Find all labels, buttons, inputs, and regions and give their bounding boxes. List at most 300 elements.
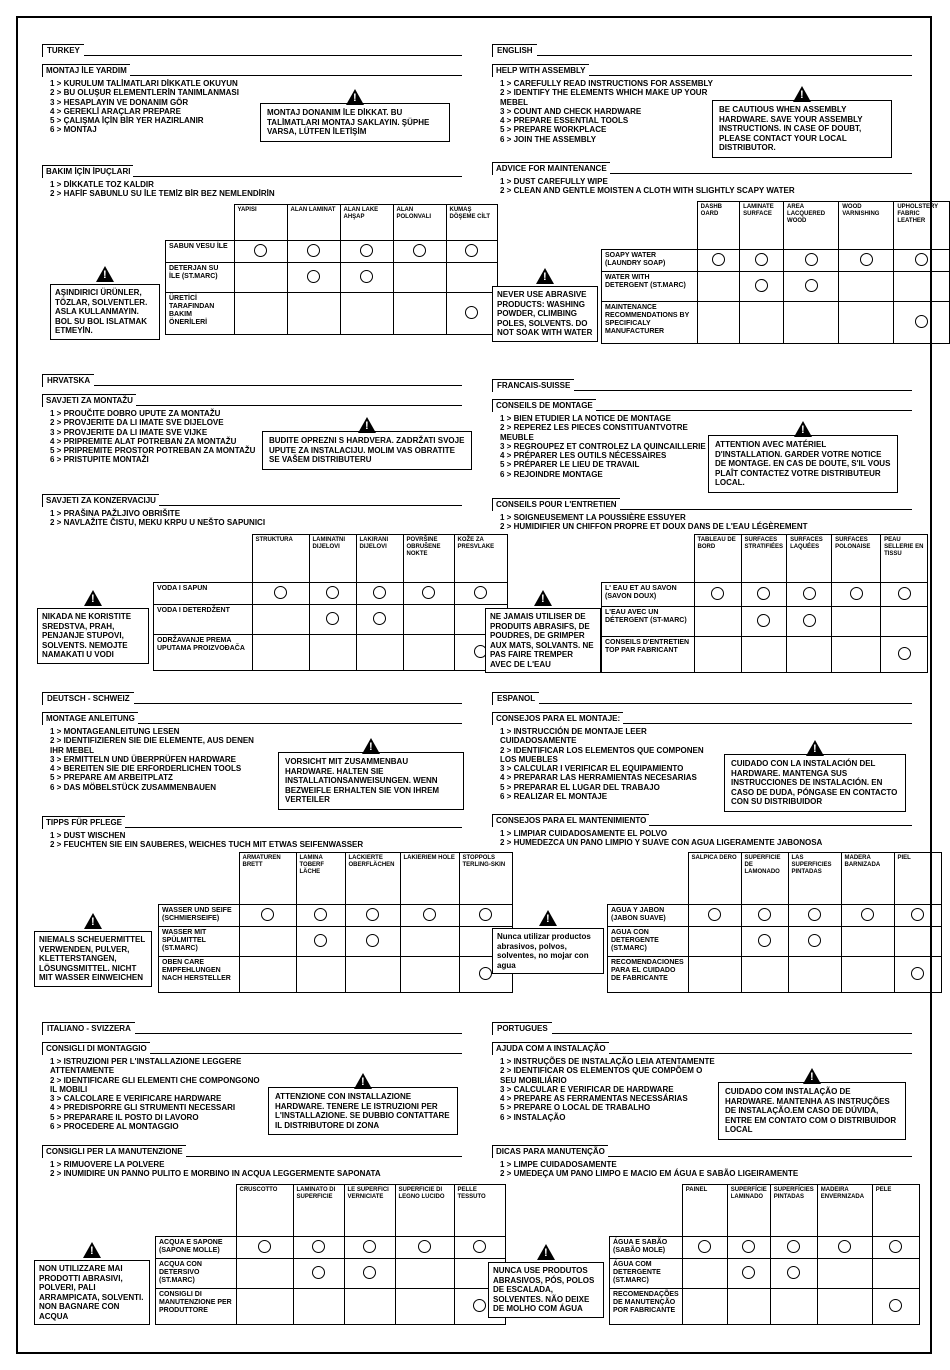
maintenance-section — [42, 1143, 462, 1179]
table-header-row — [610, 1185, 920, 1237]
table-cell — [287, 263, 340, 293]
table-cell — [236, 1237, 293, 1259]
assembly-step: 2 > PROVJERITE DA LI IMATE SVE DIJELOVE — [50, 418, 224, 428]
assembly-caution-box: ATTENTION AVEC MATÉRIEL D'INSTALLATION. GARDER VOTRE NOTICE DE MONTAGE. EN CAS DE DOUTE, S'IL VOUS PLAÎT CONTACTEZ VOTRE DISTRIBUTEUR LOCAL. — [708, 435, 898, 493]
table-column-header: PAINEL — [682, 1185, 727, 1237]
table-row — [602, 250, 950, 272]
table-cell — [881, 607, 928, 637]
language-tab — [492, 1022, 912, 1034]
table-row-label: CONSIGLI DI MANUTENZIONE PER PRODUTTORE — [156, 1289, 237, 1325]
table-cell — [839, 302, 894, 344]
abrasive-warning-box: NON UTILIZZARE MAI PRODOTTI ABRASIVI, POLVERI, PALI ARRAMPICATA, SOLVENTI. NON BAGNARE CON ACQUA — [34, 1260, 150, 1325]
abrasive-warning-box: Nunca utilizar productos abrasivos, polvos, solventes, no mojar con agua — [492, 928, 604, 974]
assembly-steps — [500, 79, 715, 144]
assembly-title: CONSIGLI DI MONTAGGIO — [42, 1042, 150, 1055]
table-cell — [454, 583, 507, 605]
suitable-circle-icon — [312, 1266, 325, 1279]
assembly-step: 4 > GEREKLİ ARAÇLAR PREPARE — [50, 106, 181, 116]
assembly-step: 6 > JOIN THE ASSEMBLY — [500, 134, 597, 144]
assembly-step: 2 > IDENTIFICAR LOS ELEMENTOS QUE COMPONEN LOS MUEBLES — [500, 745, 704, 764]
warning-triangle-icon — [803, 1068, 821, 1084]
table-row-label: CONSEILS D'ENTRETIEN TOP PAR FABRICANT — [602, 637, 695, 673]
table-cell — [234, 293, 287, 335]
table-row-label: AGUA CON DETERGENTE (ST.MARC) — [608, 927, 689, 957]
table-column-header: CRUSCOTTO — [236, 1185, 293, 1237]
table-row — [156, 1259, 506, 1289]
maintenance-header — [492, 162, 912, 174]
table-cell — [881, 583, 928, 607]
suitable-circle-icon — [698, 1240, 711, 1253]
table-column-header: SUPERFÍCIE LAMINADO — [727, 1185, 770, 1237]
suitable-circle-icon — [787, 1240, 800, 1253]
table-row-label: VODA I SAPUN — [154, 583, 253, 605]
assembly-step: 2 > BU OLUŞUR ELEMENTLERİN TANIMLANMASI — [50, 88, 239, 98]
table-column-header: LAKIERIEM HOLE — [400, 853, 459, 905]
maintenance-header — [42, 1145, 462, 1157]
table-corner — [608, 853, 689, 905]
suitable-circle-icon — [787, 1266, 800, 1279]
table-cell — [252, 635, 309, 671]
table-cell — [770, 1237, 817, 1259]
table-cell — [740, 302, 784, 344]
language-name: DEUTSCH - SCHWEIZ — [42, 692, 134, 705]
table-column-header: LE SUPERFICI VERNICIATE — [344, 1185, 395, 1237]
table-column-header: UPHOLSTERY FABRIC LEATHER — [894, 202, 950, 250]
suitable-circle-icon — [708, 908, 721, 921]
maintenance-steps — [50, 1160, 450, 1179]
table-cell — [694, 607, 741, 637]
table-cell — [894, 302, 950, 344]
assembly-steps — [50, 79, 265, 135]
maintenance-header — [42, 494, 462, 506]
table-row — [602, 302, 950, 344]
assembly-title: HELP WITH ASSEMBLY — [492, 64, 589, 77]
suitable-circle-icon — [307, 244, 320, 257]
table-row-label: OBEN CARE EMPFEHLUNGEN NACH HERSTELLER — [159, 957, 240, 993]
suitable-circle-icon — [915, 253, 928, 266]
suitable-circle-icon — [479, 967, 492, 980]
assembly-steps — [500, 414, 715, 479]
language-name: PORTUGUES — [492, 1022, 552, 1035]
table-cell — [293, 1237, 344, 1259]
table-row — [602, 583, 928, 607]
suitable-circle-icon — [757, 614, 770, 627]
language-tab — [42, 374, 462, 386]
table-row — [610, 1259, 920, 1289]
table-cell — [400, 927, 459, 957]
table-row-label: L' EAU ET AU SAVON (SAVON DOUX) — [602, 583, 695, 607]
assembly-step: 2 > IDENTIFIZIEREN SIE DIE ELEMENTE, AUS DENEN IHR MEBEL — [50, 736, 254, 755]
assembly-step: 6 > PROCEDERE AL MONTAGGIO — [50, 1122, 179, 1132]
assembly-step: 3 > ERMITTELN UND ÜBERPRÜFEN HARDWARE — [50, 754, 237, 764]
table-cell — [741, 927, 788, 957]
assembly-steps — [500, 1057, 715, 1122]
maintenance-steps — [50, 509, 450, 528]
maintenance-step: 1 > LIMPIAR CUIDADOSAMENTE EL POLVO — [500, 829, 668, 838]
warning-triangle-icon — [84, 590, 102, 606]
assembly-step: 5 > ÇALIŞMA İÇİN BİR YER HAZIRLANIR — [50, 116, 204, 126]
warning-triangle-icon — [793, 86, 811, 102]
suitable-circle-icon — [889, 1299, 902, 1312]
maintenance-steps — [500, 829, 900, 848]
assembly-step: 5 > PRÉPARER LE LIEU DE TRAVAIL — [500, 460, 640, 470]
table-cell — [340, 263, 393, 293]
maintenance-section — [42, 492, 462, 528]
assembly-step: 6 > DAS MÖBELSTÜCK ZUSAMMENBAUEN — [50, 782, 217, 792]
suitable-circle-icon — [413, 244, 426, 257]
assembly-header — [492, 1042, 912, 1054]
language-name: ENGLISH — [492, 44, 537, 57]
assembly-header — [492, 399, 912, 411]
suitable-circle-icon — [360, 244, 373, 257]
assembly-step: 5 > PREPARE WORKPLACE — [500, 125, 607, 135]
table-column-header: MADEIRA ENVERNIZADA — [817, 1185, 872, 1237]
suitable-circle-icon — [742, 1266, 755, 1279]
suitable-circle-icon — [915, 315, 928, 328]
table-cell — [309, 583, 356, 605]
maintenance-steps — [50, 831, 450, 850]
assembly-steps — [50, 1057, 265, 1131]
assembly-steps — [500, 727, 715, 801]
table-row-label: ÜRETİCİ TARAFINDAN BAKIM ÖNERİLERİ — [166, 293, 235, 335]
warning-triangle-icon — [84, 913, 102, 929]
maintenance-steps — [500, 177, 900, 196]
maintenance-steps — [500, 1160, 900, 1179]
table-row-label: ODRŽAVANJE PREMA UPUTAMA PROIZVOĐAČA — [154, 635, 253, 671]
table-cell — [741, 957, 788, 993]
table-cell — [787, 607, 832, 637]
table-cell — [345, 905, 400, 927]
abrasive-warning-box: NUNCA USE PRODUTOS ABRASIVOS, PÓS, POLOS DE ESCALADA, SOLVENTES. NÃO DEIXE DE MOLHO COM ÁGUA — [488, 1262, 604, 1318]
table-column-header: AREA LACQUERED WOOD — [784, 202, 839, 250]
assembly-step: 5 > PREPARE AM ARBEITPLATZ — [50, 773, 173, 783]
assembly-header — [42, 64, 462, 76]
assembly-caution-box: CUIDADO CON LA INSTALACIÓN DEL HARDWARE. MANTENGA SUS INSTRUCCIONES DE INSTALACIÓN. EN CASO DE DUDA, PÓNGASE EN CONTACTO CON SU DISTRIBUIDOR — [724, 754, 906, 812]
suitable-circle-icon — [911, 967, 924, 980]
table-cell — [694, 637, 741, 673]
language-tab — [492, 692, 912, 704]
table-cell — [741, 905, 788, 927]
table-cell — [446, 293, 497, 335]
divider — [492, 1033, 912, 1034]
assembly-step: 6 > INSTALAÇÃO — [500, 1112, 566, 1122]
table-row — [610, 1289, 920, 1325]
assembly-step: 6 > REJOINDRE MONTAGE — [500, 469, 603, 479]
table-cell — [817, 1237, 872, 1259]
table-cell — [697, 272, 740, 302]
maintenance-title: CONSEILS POUR L'ENTRETIEN — [492, 498, 620, 511]
maintenance-header — [42, 816, 462, 828]
table-column-header: LAMINATNI DIJELOVI — [309, 535, 356, 583]
suitable-circle-icon — [373, 586, 386, 599]
suitable-circle-icon — [838, 1240, 851, 1253]
suitable-circle-icon — [307, 270, 320, 283]
table-cell — [784, 302, 839, 344]
warning-triangle-icon — [354, 1073, 372, 1089]
maintenance-title: SAVJETI ZA KONZERVACIJU — [42, 494, 159, 507]
suitable-circle-icon — [758, 934, 771, 947]
suitable-circle-icon — [465, 244, 478, 257]
warning-triangle-icon — [96, 266, 114, 282]
table-cell — [293, 1289, 344, 1325]
cleaning-method-table — [607, 852, 942, 993]
table-column-header: SURFACES STRATIFIÉES — [741, 535, 787, 583]
table-cell — [344, 1237, 395, 1259]
language-name: ITALIANO - SVIZZERA — [42, 1022, 135, 1035]
table-column-header: PELLE TESSUTO — [454, 1185, 505, 1237]
assembly-step: 4 > PREPARAR LAS HERRAMIENTAS NECESARIAS — [500, 773, 697, 783]
warning-triangle-icon — [83, 1242, 101, 1258]
assembly-step: 1 > PROUČITE DOBRO UPUTE ZA MONTAŽU — [50, 409, 221, 418]
maintenance-step: 1 > LIMPE CUIDADOSAMENTE — [500, 1160, 617, 1169]
divider — [42, 55, 462, 56]
table-row — [602, 272, 950, 302]
assembly-step: 4 > PRIPREMITE ALAT POTREBAN ZA MONTAŽU — [50, 436, 237, 446]
table-row-label: ACQUA E SAPONE (SAPONE MOLLE) — [156, 1237, 237, 1259]
maintenance-section — [492, 496, 912, 532]
maintenance-step: 2 > HUMIDIFIER UN CHIFFON PROPRE ET DOUX DANS DE L'EAU LÉGÈREMENT — [500, 522, 808, 532]
table-row-label: SABUN VESU İLE — [166, 241, 235, 263]
table-cell — [788, 957, 841, 993]
assembly-step: 1 > INSTRUÇÕES DE INSTALAÇÃO LEIA ATENTAMENTE — [500, 1057, 715, 1066]
table-cell — [784, 250, 839, 272]
suitable-circle-icon — [803, 587, 816, 600]
maintenance-header — [42, 165, 462, 177]
table-row-label: MAINTENANCE RECOMMENDATIONS BY SPECIFICALY MANUFACTURER — [602, 302, 698, 344]
assembly-title: CONSEJOS PARA EL MONTAJE: — [492, 712, 623, 725]
table-cell — [309, 605, 356, 635]
table-cell — [239, 905, 296, 927]
suitable-circle-icon — [254, 244, 267, 257]
maintenance-title: DICAS PARA MANUTENÇÃO — [492, 1145, 608, 1158]
language-tab — [42, 692, 462, 704]
table-cell — [296, 957, 345, 993]
assembly-step: 3 > COUNT AND CHECK HARDWARE — [500, 106, 642, 116]
language-tab — [492, 379, 912, 391]
maintenance-steps — [500, 513, 900, 532]
maintenance-step: 1 > PRAŠINA PAŽLJIVO OBRIŠITE — [50, 509, 181, 518]
table-cell — [694, 583, 741, 607]
warning-triangle-icon — [794, 421, 812, 437]
table-cell — [832, 607, 881, 637]
assembly-caution-box: ATTENZIONE CON INSTALLAZIONE HARDWARE. TENERE LE ISTRUZIONI PER L'INSTALLAZIONE. SE DUBBIO CONTATTARE IL DISTRIBUTORE DI ZONA — [268, 1087, 458, 1135]
abrasive-warning-box: NE JAMAIS UTILISER DE PRODUITS ABRASIFS, DE POUDRES, DE GRIMPER AUX MATS, SOLVANTS. NE PAS FAIRE TREMPER AVEC DE L'EAU — [485, 608, 601, 673]
suitable-circle-icon — [808, 908, 821, 921]
table-cell — [340, 293, 393, 335]
table-cell — [446, 263, 497, 293]
assembly-step: 3 > CALCULAR I VERIFICAR EL EQUIPAMIENTO — [500, 764, 684, 774]
table-cell — [403, 605, 454, 635]
table-column-header: POVRŠINE OBRUŠENE NOKTE — [403, 535, 454, 583]
assembly-step: 3 > CALCULAR E VERIFICAR DE HARDWARE — [500, 1084, 674, 1094]
table-column-header: LAKIRANI DIJELOVI — [356, 535, 403, 583]
assembly-step: 1 > KURULUM TALİMATLARI DİKKATLE OKUYUN — [50, 79, 238, 88]
suitable-circle-icon — [473, 1240, 486, 1253]
table-cell — [345, 957, 400, 993]
table-column-header: SUPERFÍCIES PINTADAS — [770, 1185, 817, 1237]
suitable-circle-icon — [418, 1240, 431, 1253]
table-cell — [252, 583, 309, 605]
table-cell — [697, 302, 740, 344]
maintenance-step: 2 > UMEDEÇA UM PANO LIMPO E MACIO EM ÁGUA E SABÃO LIGEIRAMENTE — [500, 1169, 799, 1179]
table-cell — [296, 927, 345, 957]
table-cell — [688, 905, 741, 927]
table-cell — [740, 250, 784, 272]
suitable-circle-icon — [755, 279, 768, 292]
maintenance-step: 1 > RIMUOVERE LA POLVERE — [50, 1160, 165, 1169]
table-cell — [393, 293, 446, 335]
table-column-header: PIEL — [894, 853, 941, 905]
table-column-header: MADERA BARNIZADA — [841, 853, 894, 905]
warning-triangle-icon — [362, 738, 380, 754]
assembly-title: MONTAJ İLE YARDIM — [42, 64, 130, 77]
assembly-caution-box: VORSICHT MIT ZUSAMMENBAU HARDWARE. HALTEN SIE INSTALLATIONSANWEISUNGEN. WENN BEZWEIFLE ERHALTEN SIE VON IHREM VERTEILER — [278, 752, 464, 810]
table-cell — [356, 583, 403, 605]
table-column-header: ALAN LAKE AHŞAP — [340, 205, 393, 241]
maintenance-step: 2 > FEUCHTEN SIE EIN SAUBERES, WEICHES TUCH MIT ETWAS SEIFENWASSER — [50, 840, 364, 850]
table-cell — [345, 927, 400, 957]
suitable-circle-icon — [326, 586, 339, 599]
suitable-circle-icon — [757, 587, 770, 600]
assembly-step: 6 > MONTAJ — [50, 125, 97, 135]
table-column-header: SUPERFICIE DI LEGNO LUCIDO — [395, 1185, 454, 1237]
table-row — [602, 637, 928, 673]
suitable-circle-icon — [363, 1266, 376, 1279]
assembly-step: 6 > REALIZAR EL MONTAJE — [500, 792, 608, 802]
table-row — [154, 635, 508, 671]
maintenance-title: ADVICE FOR MAINTENANCE — [492, 162, 610, 175]
table-cell — [832, 583, 881, 607]
suitable-circle-icon — [366, 908, 379, 921]
cleaning-method-table — [153, 534, 508, 671]
table-corner — [156, 1185, 237, 1237]
table-row — [159, 927, 513, 957]
table-header-row — [602, 202, 950, 250]
table-corner — [610, 1185, 683, 1237]
table-cell — [741, 637, 787, 673]
warning-triangle-icon — [534, 590, 552, 606]
table-row-label: DETERJAN SU İLE (ST.MARC) — [166, 263, 235, 293]
suitable-circle-icon — [360, 270, 373, 283]
table-header-row — [602, 535, 928, 583]
suitable-circle-icon — [465, 306, 478, 319]
cleaning-method-table — [601, 534, 928, 673]
suitable-circle-icon — [898, 647, 911, 660]
table-cell — [309, 635, 356, 671]
language-name: FRANCAIS-SUISSE — [492, 379, 574, 392]
table-cell — [841, 905, 894, 927]
maintenance-step: 1 > DİKKATLE TOZ KALDIR — [50, 180, 154, 189]
maintenance-section — [492, 160, 912, 196]
table-column-header: ARMATUREN BRETT — [239, 853, 296, 905]
table-column-header: LAS SUPERFICIES PINTADAS — [788, 853, 841, 905]
suitable-circle-icon — [314, 934, 327, 947]
table-cell — [787, 637, 832, 673]
warning-triangle-icon — [536, 268, 554, 284]
maintenance-section — [42, 163, 462, 199]
assembly-step: 2 > IDENTIFY THE ELEMENTS WHICH MAKE UP YOUR MEBEL — [500, 88, 708, 107]
table-cell — [400, 957, 459, 993]
table-cell — [817, 1259, 872, 1289]
assembly-steps — [50, 727, 265, 792]
table-row — [159, 957, 513, 993]
suitable-circle-icon — [479, 908, 492, 921]
maintenance-title: TIPPS FÜR PFLEGE — [42, 816, 125, 829]
table-column-header: YAPISI — [234, 205, 287, 241]
warning-triangle-icon — [539, 910, 557, 926]
table-cell — [697, 250, 740, 272]
suitable-circle-icon — [803, 614, 816, 627]
table-row — [166, 263, 498, 293]
assembly-step: 5 > PRIPREMITE PROSTOR POTREBAN ZA MONTAŽU — [50, 446, 256, 456]
table-column-header: PELE — [872, 1185, 919, 1237]
assembly-step: 4 > PRÉPARER LES OUTILS NÉCESSAIRES — [500, 451, 667, 461]
table-corner — [154, 535, 253, 583]
assembly-step: 4 > PREPARE ESSENTIAL TOOLS — [500, 116, 629, 126]
suitable-circle-icon — [326, 612, 339, 625]
table-cell — [356, 605, 403, 635]
table-cell — [403, 583, 454, 605]
suitable-circle-icon — [261, 908, 274, 921]
warning-triangle-icon — [346, 89, 364, 105]
table-cell — [236, 1289, 293, 1325]
table-column-header: LAMINATE SURFACE — [740, 202, 784, 250]
table-cell — [459, 905, 512, 927]
table-cell — [817, 1289, 872, 1325]
table-column-header: LACKIERTE OBERFLÄCHEN — [345, 853, 400, 905]
table-cell — [252, 605, 309, 635]
language-tab — [42, 1022, 462, 1034]
suitable-circle-icon — [314, 908, 327, 921]
table-row-label: WATER WITH DETERGENT (ST.MARC) — [602, 272, 698, 302]
table-header-row — [159, 853, 513, 905]
table-cell — [393, 241, 446, 263]
table-row — [159, 905, 513, 927]
assembly-title: SAVJETI ZA MONTAŽU — [42, 394, 136, 407]
suitable-circle-icon — [758, 908, 771, 921]
table-cell — [400, 905, 459, 927]
maintenance-step: 1 > DUST WISCHEN — [50, 831, 126, 840]
table-row-label: ÁGUA E SABÃO (SABÃO MOLE) — [610, 1237, 683, 1259]
language-name: TURKEY — [42, 44, 84, 57]
table-row — [166, 241, 498, 263]
divider — [42, 385, 462, 386]
assembly-steps — [50, 409, 265, 465]
cleaning-method-table — [165, 204, 498, 335]
table-header-row — [156, 1185, 506, 1237]
table-cell — [787, 583, 832, 607]
table-cell — [839, 250, 894, 272]
language-tab — [42, 44, 462, 56]
suitable-circle-icon — [860, 253, 873, 266]
table-cell — [293, 1259, 344, 1289]
table-row-label: ÁGUA COM DETERGENTE (ST.MARC) — [610, 1259, 683, 1289]
table-cell — [841, 927, 894, 957]
cleaning-method-table — [609, 1184, 920, 1325]
assembly-header — [42, 1042, 462, 1054]
table-column-header: SURFACES LAQUÉES — [787, 535, 832, 583]
table-cell — [296, 905, 345, 927]
maintenance-section — [42, 814, 462, 850]
maintenance-header — [492, 814, 912, 826]
table-cell — [839, 272, 894, 302]
table-cell — [344, 1259, 395, 1289]
table-row-label: L'EAU AVEC UN DÉTERGENT (ST-MARC) — [602, 607, 695, 637]
suitable-circle-icon — [755, 253, 768, 266]
abrasive-warning-box: NEVER USE ABRASIVE PRODUCTS: WASHING POWDER, CLIMBING POLES, SOLVENTS. DO NOT SOAK WITH WATER — [492, 286, 598, 342]
maintenance-title: CONSEJOS PARA EL MANTENIMIENTO — [492, 814, 649, 827]
maintenance-step: 2 > NAVLAŽITE ČISTU, MEKU KRPU U NEŠTO SAPUNICI — [50, 518, 266, 528]
